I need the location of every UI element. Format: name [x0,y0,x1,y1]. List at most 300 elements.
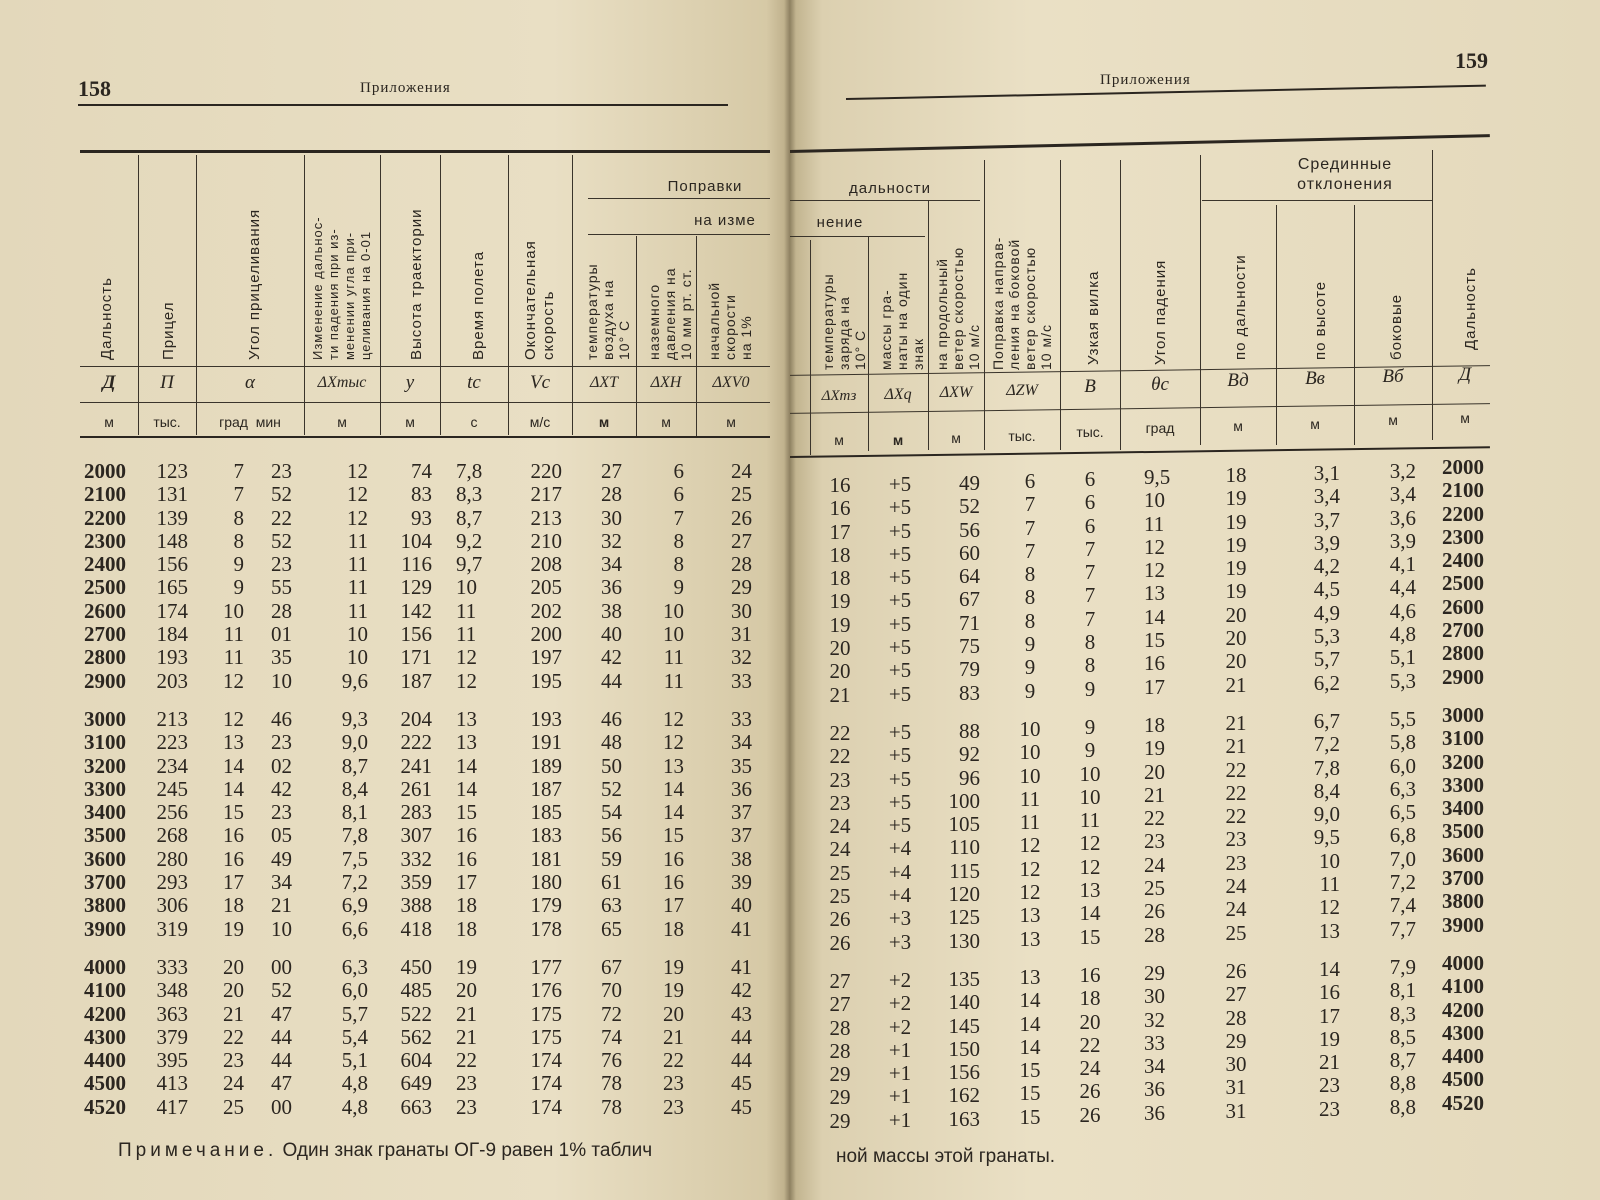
table-cell: 20 [829,659,851,684]
table-cell: 16 [456,823,477,848]
table-cell: 30 [731,598,752,623]
table-cell: 44 [731,1048,752,1073]
table-cell: 19 [829,589,851,614]
table-cell: 27 [829,992,851,1017]
group-header-measure: на изме [694,212,756,229]
table-cell: 20 [829,636,851,661]
header-rule-left [78,104,728,106]
table-cell: 12 [1144,558,1165,583]
table-cell: 2600 [84,598,126,623]
table-cell: 27 [731,528,752,553]
table-cell: 10 [1319,848,1340,873]
table-cell: 3900 [1442,912,1484,937]
column-height [384,460,432,1119]
table-cell: 65 [601,916,622,941]
table-cell: 28 [829,1015,851,1040]
table-cell: 187 [400,668,432,693]
table-cell: 17 [829,519,851,544]
table-cell: 24 [1225,897,1247,922]
table-cell: 3100 [1442,726,1484,751]
table-cell: 8 [1024,562,1036,587]
table-cell: 21 [456,1001,477,1026]
table-cell: 6 [1084,490,1096,515]
table-cell: 6,3 [1389,776,1416,801]
col-head-muzzle-velocity: начальной скорости на 1% [706,281,754,360]
col-head-dev-side: боковые [1388,293,1405,360]
row-group-gap [1290,943,1340,958]
table-cell: 15 [663,823,684,848]
table-cell: 31 [1225,1075,1247,1100]
table-cell: 44 [601,668,622,693]
table-cell: 156 [400,622,432,647]
table-cell: 20 [663,1001,684,1026]
table-cell: 6,0 [1389,753,1416,778]
table-cell: 395 [156,1048,188,1073]
table-cell: 21 [663,1024,684,1049]
table-cell: 3700 [84,870,126,895]
table-cell: 11 [1019,786,1041,811]
table-cell: 23 [663,1071,684,1096]
table-cell: 26 [1144,899,1165,924]
table-cell: 52 [959,494,980,519]
table-cell: 171 [400,645,432,670]
table-cell: 21 [829,682,851,707]
table-cell: 7 [233,459,244,483]
table-cell: 30 [1144,984,1165,1009]
table-cell: 6,9 [341,893,368,918]
row-group-gap [706,941,752,956]
column-dx-pressure [646,460,684,1119]
table-cell: 16 [1079,962,1101,987]
table-cell: 48 [601,730,622,755]
table-cell: 16 [1144,651,1165,676]
symbol-dx-t: ΔXT [589,374,619,391]
unit-dx-tz: м [834,432,844,448]
table-cell: 184 [156,622,188,647]
table-cell: 10 [663,598,684,623]
table-cell: 156 [156,552,188,577]
table-cell: 7 [1084,560,1096,585]
row-group-gap [1290,695,1340,710]
table-cell: 19 [1225,579,1247,604]
table-cell: 3200 [84,753,126,778]
unit-dx-w: м [951,430,961,446]
col-head-fall-angle: Угол падения [1152,259,1169,365]
column-dev-range [1214,464,1258,1123]
table-cell: 36 [731,776,752,801]
table-cell: 02 [271,753,292,778]
symbol-dx-w: ΔXW [939,384,973,401]
table-cell: 2300 [1442,524,1484,549]
table-cell: 197 [530,645,562,670]
table-cell: 21 [1225,672,1247,697]
table-cell: 14 [1019,1011,1041,1036]
book-gutter [784,0,796,1200]
table-cell: +4 [888,883,912,908]
table-cell: 54 [601,800,622,825]
table-cell: 14 [1019,988,1041,1013]
table-cell: 3800 [84,893,126,918]
symbol-dz-w: ΔZW [1006,382,1038,399]
symbol-sight: П [160,372,174,393]
table-cell: 3,6 [1389,505,1416,530]
table-cell: 9 [1084,738,1096,763]
table-cell: +5 [888,588,912,613]
column-flight-time [456,460,506,1119]
table-cell: 25 [1144,876,1165,901]
table-cell: 562 [400,1024,432,1049]
column-dz-crosswind [1010,470,1050,1129]
table-cell: 36 [1144,1100,1165,1125]
table-cell: 306 [156,893,188,918]
row-group-gap [384,941,432,956]
table-cell: 50 [601,753,622,778]
table-cell: 7 [673,505,684,530]
table-cell: 4,8 [341,1071,368,1096]
table-cell: +1 [888,1084,912,1109]
table-cell: 15 [223,800,244,825]
symbol-vc: Vc [529,372,551,393]
table-cell: 13 [1019,903,1041,928]
table-cell: 8 [673,552,684,577]
table-cell: 283 [400,800,432,825]
table-cell: 130 [948,928,980,953]
table-cell: 4520 [84,1094,126,1119]
table-cell: 7 [1024,538,1036,563]
table-cell: 293 [156,870,188,895]
table-cell: 123 [156,459,188,483]
group-header-range: дальности [848,180,932,197]
symbol-d-right: Д [1458,364,1472,385]
right-page [790,0,1600,1200]
table-cell: 8,4 [341,776,368,801]
table-cell: 24 [829,814,851,839]
table-cell: 256 [156,800,188,825]
table-cell: 348 [156,978,188,1003]
table-cell: 485 [400,978,432,1003]
table-cell: 18 [1079,986,1101,1011]
table-cell: 44 [731,1024,752,1049]
table-cell: 8 [1024,608,1036,633]
col-head-sight: Прицел [160,301,177,360]
table-cell: 12 [1019,856,1041,881]
table-cell: 8,1 [341,800,368,825]
table-cell: 9,6 [341,668,368,693]
table-cell: 205 [530,575,562,600]
table-cell: 8,7 [1389,1048,1416,1073]
table-cell: 19 [223,916,244,941]
table-cell: 28 [1144,922,1165,947]
table-cell: +1 [888,1037,912,1062]
table-cell: 174 [530,1071,562,1096]
table-cell: 40 [731,893,752,918]
table-cell: 60 [959,540,980,565]
table-cell: 148 [156,528,188,553]
table-cell: 12 [663,706,684,731]
table-cell: 74 [601,1024,622,1049]
table-cell: 20 [1225,626,1247,651]
table-cell: 7 [1084,583,1096,608]
row-group-gap [878,954,922,969]
row-group-gap [456,941,506,956]
table-cell: 234 [156,753,188,778]
table-cell: 187 [530,776,562,801]
table-cell: 10 [456,575,477,600]
table-cell: 12 [347,482,368,507]
table-cell: 29 [829,1085,851,1110]
table-cell: 61 [601,870,622,895]
table-cell: 140 [948,990,980,1015]
table-cell: 18 [456,916,477,941]
table-cell: 52 [271,528,292,553]
table-cell: 24 [1225,874,1247,899]
table-cell: 145 [948,1013,980,1038]
table-cell: 165 [156,575,188,600]
table-cell: 55 [271,575,292,600]
table-cell: 2500 [1442,571,1484,596]
table-cell: +3 [888,906,912,931]
table-cell: 174 [530,1048,562,1073]
unit-fall-angle: град [1145,420,1175,436]
table-cell: 11 [347,528,368,553]
table-top-rule-right [790,134,1490,153]
table-cell: 193 [156,645,188,670]
table-cell: 18 [829,542,851,567]
table-cell: 2800 [1442,641,1484,666]
table-cell: 8,7 [341,753,368,778]
table-cell: 31 [731,622,752,647]
symbol-y: y [405,372,415,393]
table-cell: 3300 [1442,772,1484,797]
table-cell: 23 [456,1094,477,1119]
table-cell: 3,9 [1313,530,1340,555]
table-cell: 28 [731,552,752,577]
table-cell: 23 [1319,1073,1340,1098]
row-group-gap [1070,949,1110,964]
table-cell: 11 [663,645,684,670]
table-cell: 649 [400,1071,432,1096]
table-cell: 5,3 [1389,668,1416,693]
row-group-gap [250,941,292,956]
table-cell: 79 [959,657,980,682]
table-cell: 31 [1225,1098,1247,1123]
symbol-range: Д [102,372,116,393]
row-group-gap [1214,697,1258,712]
table-cell: 23 [271,800,292,825]
table-cell: 71 [959,610,980,635]
table-cell: 11 [347,552,368,577]
symbol-vb: Вб [1382,366,1404,387]
table-cell: 379 [156,1024,188,1049]
table-cell: 15 [1079,924,1101,949]
table-cell: 7,5 [341,846,368,871]
table-cell: 18 [829,566,851,591]
table-cell: 4100 [1442,974,1484,999]
table-cell: 16 [223,823,244,848]
table-cell: 78 [601,1071,622,1096]
table-cell: 22 [829,720,851,745]
table-cell: 15 [1019,1081,1041,1106]
table-cell: 26 [1225,958,1247,983]
table-cell: 22 [271,505,292,530]
table-cell: 23 [271,459,292,483]
unit-dev-range: м [1233,418,1243,434]
symbol-dx-q: ΔXq [884,386,912,403]
table-cell: 8,3 [456,482,483,507]
table-cell: 104 [400,528,432,553]
table-cell: 332 [400,846,432,871]
symbol-dx-h: ΔXH [650,374,682,391]
table-cell: +4 [888,836,912,861]
table-cell: 261 [400,776,432,801]
table-cell: 19 [1225,509,1247,534]
column-range [72,460,126,1119]
table-cell: 13 [456,730,477,755]
table-cell: 4100 [84,978,126,1003]
row-group-gap [310,693,368,708]
table-cell: 20 [1225,602,1247,627]
table-cell: 175 [530,1024,562,1049]
column-angle-degrees [200,460,244,1119]
table-cell: 7,8 [1313,755,1340,780]
table-cell: 359 [400,870,432,895]
row-group-gap [930,953,980,968]
table-cell: 29 [829,1108,851,1133]
table-cell: 8 [233,528,244,553]
table-cell: 24 [1079,1056,1101,1081]
table-cell: 3000 [84,706,126,731]
table-cell: 11 [1319,872,1340,897]
table-cell: 280 [156,846,188,871]
table-cell: +2 [888,991,912,1016]
col-head-aim-angle: Угол прицеливания [246,208,263,360]
unit-dx-v0: м [726,414,736,430]
table-cell: 13 [1019,926,1041,951]
table-cell: 28 [829,1038,851,1063]
table-top-rule-left [80,150,770,153]
table-cell: 7,8 [341,823,368,848]
table-cell: 9 [1024,655,1036,680]
table-cell: 4400 [84,1048,126,1073]
row-group-gap [514,693,562,708]
table-cell: 21 [271,893,292,918]
row-group-gap [384,693,432,708]
table-cell: 189 [530,753,562,778]
table-cell: 56 [601,823,622,848]
table-cell: +5 [888,789,912,814]
table-cell: 34 [271,870,292,895]
table-cell: 21 [1319,1050,1340,1075]
table-cell: 7,2 [1313,732,1340,757]
footnote-text-left: Один знак гранаты ОГ-9 равен 1% таблич [277,1140,653,1161]
table-cell: 13 [1144,581,1165,606]
table-cell: 22 [1225,780,1247,805]
table-cell: 4520 [1442,1090,1484,1115]
table-cell: 11 [1144,511,1165,536]
table-cell: 16 [1319,980,1340,1005]
column-dev-height [1290,462,1340,1121]
table-cell: 3600 [1442,842,1484,867]
table-cell: 25 [731,482,752,507]
table-cell: 6 [673,459,684,483]
table-cell: 13 [456,706,477,731]
table-cell: 8,8 [1389,1071,1416,1096]
col-head-flight-time: Время полета [470,250,487,360]
table-cell: 3400 [84,800,126,825]
table-cell: 11 [347,598,368,623]
table-cell: 9 [673,575,684,600]
table-cell: 22 [1144,806,1165,831]
table-cell: 34 [731,730,752,755]
table-cell: 6 [1084,467,1096,491]
unit-fork: тыс. [1076,424,1104,440]
table-cell: 22 [1225,757,1247,782]
table-cell: 36 [601,575,622,600]
table-cell: 6,8 [1389,823,1416,848]
table-cell: 23 [1144,829,1165,854]
table-cell: 18 [456,893,477,918]
table-cell: 19 [663,954,684,979]
column-sight [140,460,188,1119]
table-cell: 100 [948,788,980,813]
table-cell: 5,7 [341,1001,368,1026]
table-cell: 210 [530,528,562,553]
table-cell: 208 [530,552,562,577]
table-cell: 156 [948,1060,980,1085]
table-cell: 22 [829,744,851,769]
row-group-gap [586,941,622,956]
table-cell: 36 [1144,1077,1165,1102]
table-cell: 12 [456,668,477,693]
table-cell: 4200 [1442,997,1484,1022]
table-cell: 7,8 [456,459,483,483]
col-head-air-temp: температуры воздуха на 10° С [584,263,632,360]
table-cell: 23 [1225,827,1247,852]
row-group-gap [1366,941,1416,956]
unit-range-right: м [1460,410,1470,426]
row-group-gap [72,941,126,956]
col-head-dev-height: по высоте [1312,280,1329,360]
table-cell: 7,4 [1389,893,1416,918]
table-cell: 24 [829,837,851,862]
table-cell: 3100 [84,730,126,755]
table-cell: +5 [888,565,912,590]
table-cell: 174 [530,1094,562,1119]
table-cell: 7 [1084,606,1096,631]
table-cell: 5,1 [1389,645,1416,670]
table-cell: 7 [1024,515,1036,540]
table-cell: 180 [530,870,562,895]
table-cell: 13 [1019,964,1041,989]
table-cell: 2500 [84,575,126,600]
symbol-dx-tz: ΔXтз [821,388,857,404]
table-cell: 2400 [1442,548,1484,573]
symbol-dx-tys: ΔXтыс [317,374,367,391]
table-cell: 11 [347,575,368,600]
table-cell: 191 [530,730,562,755]
unit-dev-side: м [1388,412,1398,428]
table-cell: 4,8 [341,1094,368,1119]
table-cell: 418 [400,916,432,941]
column-narrow-fork [1070,468,1110,1127]
col-head-head-wind: на продольный ветер скоростью 10 м/с [934,246,982,370]
table-cell: 21 [1144,782,1165,807]
table-cell: 11 [1019,810,1041,835]
table-cell: 52 [271,978,292,1003]
table-cell: 223 [156,730,188,755]
table-cell: 14 [1079,901,1101,926]
table-cell: 12 [347,505,368,530]
